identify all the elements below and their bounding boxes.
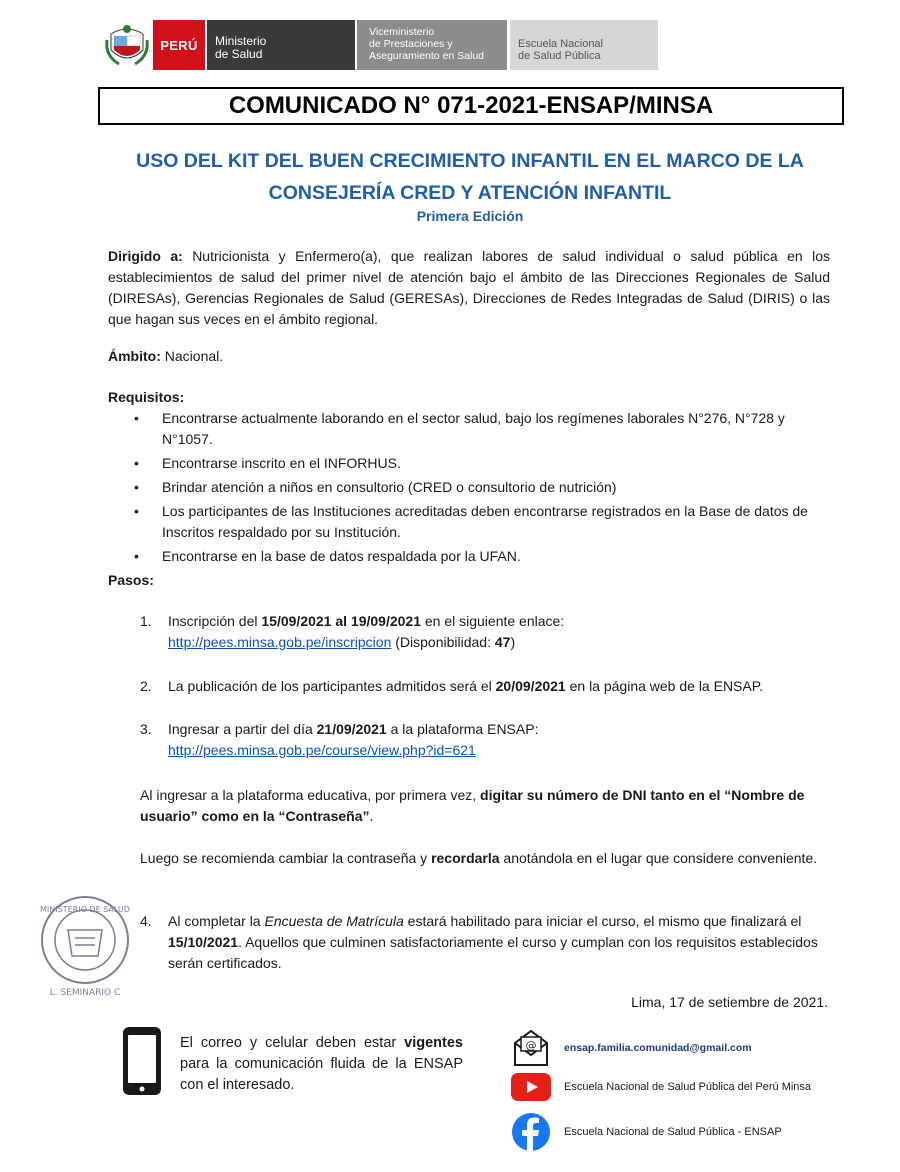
- step-text: en la página web de la ENSAP.: [565, 678, 764, 694]
- list-item: • Encontrarse en la base de datos respaldada por la UFAN.: [130, 546, 830, 567]
- ambito-paragraph: [108, 346, 830, 367]
- note-text: Al ingresar a la plataforma educativa, por primera vez,: [140, 787, 481, 803]
- step-text: (Disponibilidad:: [391, 634, 495, 650]
- edition-subtitle: Primera Edición: [416, 208, 524, 224]
- youtube-contact: [510, 1067, 811, 1107]
- course-link[interactable]: http://pees.minsa.gob.pe/course/view.php?id=621: [168, 742, 476, 758]
- step-dates: 15/09/2021 al 19/09/2021: [261, 613, 421, 629]
- step-number: 1.: [140, 613, 152, 629]
- contact-note: [180, 1033, 463, 1096]
- availability-count: 47: [494, 634, 511, 650]
- facebook-icon: [511, 1112, 551, 1152]
- youtube-icon: [511, 1073, 551, 1101]
- email-contact: [510, 1028, 752, 1068]
- list-item: • Brindar atención a niños en consultorio (CRED o consultorio de nutrición): [130, 477, 830, 498]
- step-text: ): [510, 634, 516, 650]
- step-text: . Aquellos que culminen satisfactoriamente el curso y cumplan con los requisitos establecidos serán certificados.: [168, 934, 818, 971]
- step-text: a la plataforma ENSAP:: [386, 721, 539, 737]
- facebook-page[interactable]: Escuela Nacional de Salud Pública - ENSAP: [564, 1126, 782, 1138]
- step-text: La publicación de los participantes admitidos será el: [168, 678, 496, 694]
- email-icon: [511, 1029, 551, 1067]
- step-3: [140, 719, 830, 761]
- step-date: 15/10/2021: [168, 934, 239, 950]
- list-item: • Encontrarse inscrito en el INFORHUS.: [130, 453, 830, 474]
- step-number: 3.: [140, 721, 152, 737]
- peru-label: PERÚ: [153, 20, 205, 70]
- svg-text:@: @: [525, 1039, 537, 1052]
- requisitos-list: [130, 408, 830, 570]
- document-title-line-1: USO DEL KIT DEL BUEN CRECIMIENTO INFANTIL EN EL MARCO DE LA: [136, 150, 804, 172]
- note-bold: digitar su número de DNI tanto en el “Nombre de usuario” como en la “Contraseña”: [140, 787, 805, 824]
- ambito-text: Nacional.: [160, 348, 224, 364]
- date-line: Lima, 17 de setiembre de 2021.: [631, 994, 828, 1010]
- step-4: [140, 911, 830, 974]
- step-1: [140, 611, 830, 653]
- step-date: 20/09/2021: [495, 678, 566, 694]
- facebook-contact: [510, 1112, 782, 1152]
- step-number: 4.: [140, 913, 152, 929]
- requisitos-heading: Requisitos:: [108, 389, 185, 405]
- list-item: • Encontrarse actualmente laborando en el sector salud, bajo los regímenes laborales N°276, N°728 y N°1057.: [130, 408, 830, 450]
- step-2: [140, 676, 830, 697]
- contact-text: El correo y celular deben estar: [180, 1035, 405, 1051]
- step-text: en el siguiente enlace:: [420, 613, 565, 629]
- svg-text:L. SEMINARIO C: L. SEMINARIO C: [49, 988, 121, 998]
- contact-text: para la comunicación fluida de la ENSAP con el interesado.: [180, 1056, 463, 1093]
- survey-name: Encuesta de Matrícula: [264, 913, 404, 929]
- youtube-channel[interactable]: Escuela Nacional de Salud Pública del Perú Minsa: [564, 1081, 812, 1093]
- dirigido-paragraph: [108, 246, 830, 330]
- official-stamp-icon: [30, 888, 140, 1003]
- dni-instruction: [140, 785, 830, 827]
- password-recommendation: [140, 848, 830, 869]
- ministry-label: Ministerio de Salud: [207, 20, 355, 70]
- dirigido-label: Dirigido a:: [108, 248, 183, 264]
- note-bold: recordarla: [431, 850, 500, 866]
- contact-bold: vigentes: [404, 1035, 463, 1051]
- step-text: Inscripción del: [168, 613, 262, 629]
- step-number: 2.: [140, 678, 152, 694]
- comunicado-title: COMUNICADO N° 071-2021-ENSAP/MINSA: [98, 87, 844, 125]
- step-date: 21/09/2021: [316, 721, 387, 737]
- school-label: Escuela Nacional de Salud Pública: [510, 20, 658, 70]
- peru-coat-of-arms-icon: [105, 20, 149, 70]
- mobile-phone-icon: [120, 1025, 164, 1097]
- inscription-link[interactable]: http://pees.minsa.gob.pe/inscripcion: [168, 634, 392, 650]
- institutional-header: [105, 20, 658, 70]
- step-text: Ingresar a partir del día: [168, 721, 317, 737]
- list-item: • Los participantes de las Instituciones acreditadas deben encontrarse registrados en la Base de datos de Inscritos respaldado por su Institución.: [130, 501, 830, 543]
- note-text: anotándola en el lugar que considere conveniente.: [499, 850, 818, 866]
- email-address[interactable]: ensap.familia.comunidad@gmail.com: [564, 1042, 752, 1054]
- note-text: Luego se recomienda cambiar la contraseña y: [140, 850, 432, 866]
- note-text: .: [369, 808, 374, 824]
- step-text: estará habilitado para iniciar el curso, el mismo que finalizará el: [403, 913, 802, 929]
- viceministry-label: Viceministerio de Prestaciones y Aseguramiento en Salud: [357, 20, 507, 70]
- dirigido-text: Nutricionista y Enfermero(a), que realizan labores de salud individual o salud pública en los establecimientos de salud del primer nivel de atención bajo el ámbito de las Direcciones Regionales de Salud (DIRESAs), Gerencias Regionales de Salud (GERESAs), Direcciones de Redes Integradas de Salud (DIRIS) o las que hagan sus veces en el ámbito regional.: [108, 248, 830, 327]
- document-title-line-2: CONSEJERÍA CRED Y ATENCIÓN INFANTIL: [268, 182, 672, 204]
- ambito-label: Ámbito:: [108, 348, 161, 364]
- step-text: Al completar la: [168, 913, 265, 929]
- pasos-heading: Pasos:: [108, 572, 154, 588]
- svg-text:MINISTERIO DE SALUD: MINISTERIO DE SALUD: [40, 905, 130, 914]
